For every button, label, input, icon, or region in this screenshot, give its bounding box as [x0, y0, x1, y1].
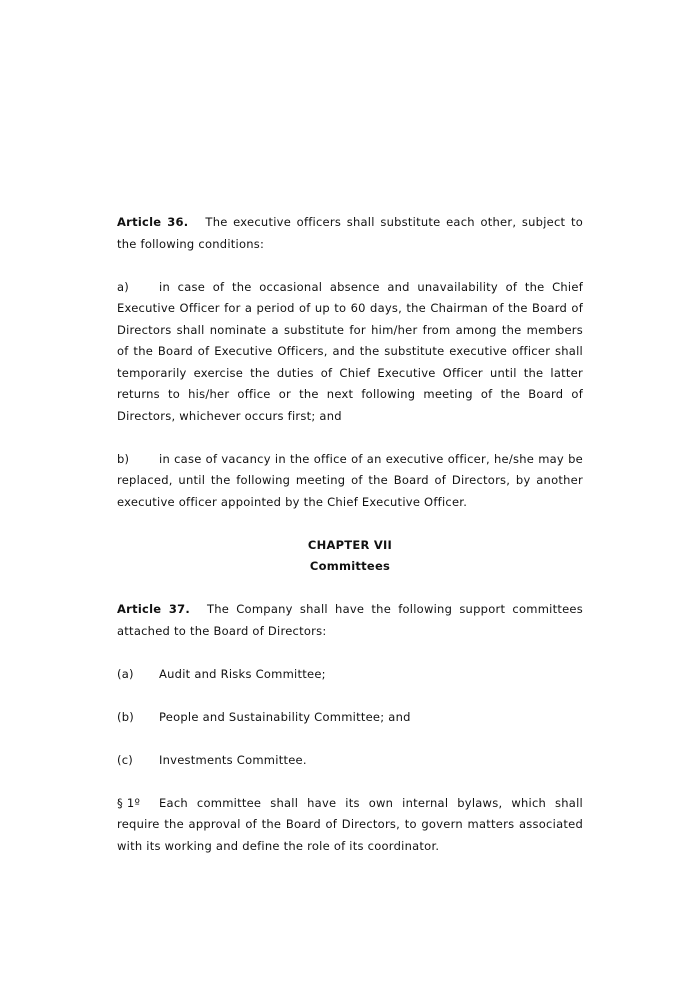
paragraph-marker: § 1º	[117, 795, 141, 810]
article-37-heading: Article 37.	[117, 602, 190, 616]
item-text: People and Sustainability Committee; and	[159, 709, 411, 724]
chapter-number: CHAPTER VII	[307, 537, 393, 552]
committee-item-b	[117, 707, 583, 729]
paragraph-text: Each committee shall have its own internal bylaws, which shall require the approval of the Board of Directors, to govern matters associated with its working and define the role of its coordinator.	[117, 795, 583, 853]
item-text: Investments Committee.	[159, 752, 307, 767]
item-marker: (a)	[117, 666, 134, 681]
document-page	[117, 212, 583, 879]
chapter-heading	[117, 535, 583, 578]
item-marker: a)	[117, 279, 130, 294]
article-36-text: The executive officers shall substitute each other, subject to the following conditions:	[117, 215, 583, 251]
article-37-paragraph	[117, 599, 583, 642]
committee-item-c	[117, 750, 583, 772]
chapter-title: Committees	[309, 559, 391, 573]
article-37-text: The Company shall have the following support committees attached to the Board of Directors:	[117, 602, 584, 638]
item-marker: (c)	[117, 752, 134, 767]
paragraph-1	[117, 793, 583, 858]
article-36-item-b	[117, 449, 583, 514]
item-marker: b)	[117, 451, 130, 466]
item-text: Audit and Risks Committee;	[159, 666, 326, 681]
item-text: in case of vacancy in the office of an executive officer, he/she may be replaced, until the following meeting of the Board of Directors, by another executive officer appointed by the Chief Executive Officer.	[117, 451, 583, 509]
article-36-heading: Article 36.	[117, 215, 189, 229]
committee-item-a	[117, 664, 583, 686]
article-36-item-a	[117, 277, 583, 428]
item-text: in case of the occasional absence and unavailability of the Chief Executive Officer for a period of up to 60 days, the Chairman of the Board of Directors shall nominate a substitute for him/her from among the members of the Board of Executive Officers, and the substitute executive officer shall temporarily exercise the duties of Chief Executive Officer until the latter returns to his/her office or the next following meeting of the Board of Directors, whichever occurs first; and	[117, 279, 583, 423]
item-marker: (b)	[117, 709, 135, 724]
article-36-paragraph	[117, 212, 583, 255]
